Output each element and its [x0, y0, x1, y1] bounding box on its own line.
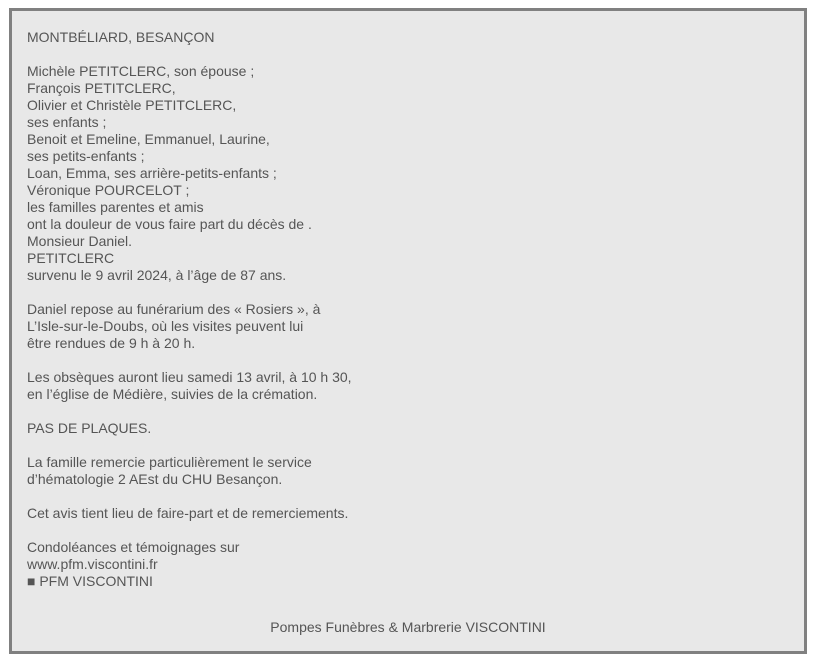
deceased-name: Monsieur Daniel.	[27, 233, 133, 249]
family-line: Loan, Emma, ses arrière-petits-enfants ;	[27, 165, 277, 181]
spacer	[27, 46, 787, 63]
spacer	[27, 403, 787, 420]
notice-statement: Cet avis tient lieu de faire-part et de remerciements.	[27, 505, 349, 521]
location-heading: MONTBÉLIARD, BESANÇON	[27, 29, 215, 45]
family-line: François PETITCLERC,	[27, 80, 176, 96]
family-line: Michèle PETITCLERC, son épouse ;	[27, 63, 255, 79]
spacer	[27, 488, 787, 505]
condolence-line: Condoléances et témoignages sur	[27, 539, 240, 555]
visit-line: L’Isle-sur-le-Doubs, où les visites peuvent lui	[27, 318, 304, 334]
family-line: Véronique POURCELOT ;	[27, 182, 190, 198]
spacer	[27, 437, 787, 454]
deceased-surname: PETITCLERC	[27, 250, 115, 266]
visit-line: Daniel repose au funérarium des « Rosiers », à	[27, 301, 321, 317]
obituary-notice	[9, 8, 807, 654]
family-line: Olivier et Christèle PETITCLERC,	[27, 97, 237, 113]
family-line: ses enfants ;	[27, 114, 107, 130]
condolence-website: www.pfm.viscontini.fr	[27, 556, 158, 572]
death-date: survenu le 9 avril 2024, à l’âge de 87 ans.	[27, 267, 287, 283]
notice-body	[27, 29, 787, 590]
no-plaques-note: PAS DE PLAQUES.	[27, 420, 152, 436]
funeral-line: en l’église de Médière, suivies de la crémation.	[27, 386, 318, 402]
spacer	[27, 352, 787, 369]
thanks-line: La famille remercie particulièrement le service	[27, 454, 312, 470]
spacer	[27, 522, 787, 539]
spacer	[27, 284, 787, 301]
notice-footer: Pompes Funèbres & Marbrerie VISCONTINI	[270, 619, 546, 635]
visit-line: être rendues de 9 h à 20 h.	[27, 335, 196, 351]
family-line: les familles parentes et amis	[27, 199, 204, 215]
funeral-home-signature: ■ PFM VISCONTINI	[27, 573, 153, 589]
family-line: Benoit et Emeline, Emmanuel, Laurine,	[27, 131, 270, 147]
family-line: ont la douleur de vous faire part du décès de .	[27, 216, 312, 232]
family-line: ses petits-enfants ;	[27, 148, 145, 164]
thanks-line: d’hématologie 2 AEst du CHU Besançon.	[27, 471, 283, 487]
funeral-line: Les obsèques auront lieu samedi 13 avril, à 10 h 30,	[27, 369, 352, 385]
